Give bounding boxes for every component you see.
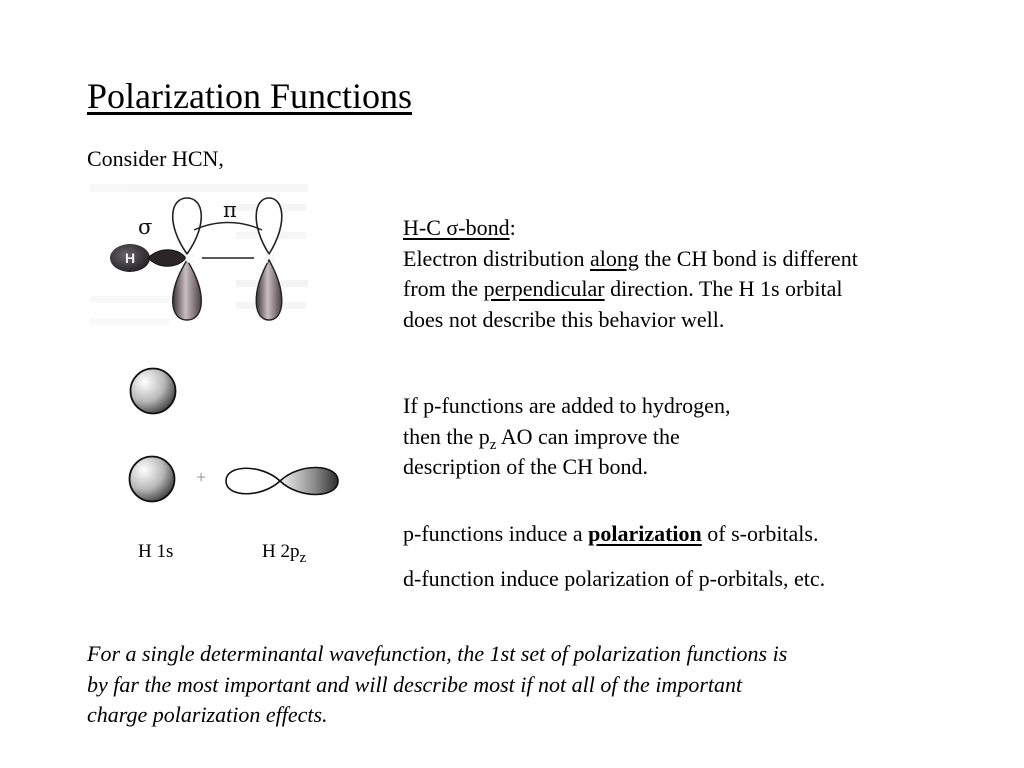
page-title: Polarization Functions [87,76,412,116]
bond-line-2 [403,274,858,305]
bond-heading-part-a: H-C [403,215,447,240]
bond-line-1-b: the CH bond is different [638,245,858,271]
closing-line-1: For a single determinantal wavefunction, the 1st set of polarization functions is [87,641,788,666]
plus-sign: + [196,467,207,487]
bond-line-2-underlined: perpendicular [483,276,605,301]
bond-heading [403,213,858,244]
bond-paragraph [403,213,858,335]
polarization-line-a: p-functions induce a [403,521,589,546]
bond-heading-text [403,215,510,240]
sigma-label: σ [138,215,153,239]
polarization-line-c: of s-orbitals. [701,521,819,546]
h2pz-left-lobe [226,468,280,494]
c-sigma-lobe [148,250,186,267]
closing-line-2: by far the most important and will describe most if not all of the important [87,671,743,697]
atom-n-label: N [264,250,276,266]
pfunc-line-1: If p-functions are added to hydrogen, [403,393,731,418]
h1s-sphere-bottom [130,457,175,502]
closing-line-3: charge polarization effects. [87,702,328,727]
closing-paragraph [87,639,787,731]
h2pz-right-lobe [280,467,338,494]
n-orbital-bottom-lobe [256,260,282,320]
pi-bond-curve [194,223,262,231]
atom-c-label: C [184,250,196,266]
c-orbital-bottom-lobe [173,260,202,320]
h2pz-label [262,541,307,566]
h2pz-label-sub: z [299,550,307,566]
pfunc-line-2-b: AO can improve the [496,423,680,449]
bond-line-1-a: Electron distribution [403,245,590,271]
n-orbital-top-lobe [256,198,282,254]
intro-text: Consider HCN, [87,146,224,171]
atom-h-label: H [124,250,136,266]
c-orbital-top-lobe [173,198,202,254]
bond-heading-sigma: σ [446,215,459,240]
pfunc-line-2-a: then the p [403,423,490,449]
pfunc-line-2-sub: z [489,436,497,453]
dfunc-line: d-function induce polarization of p-orbitals, etc. [403,566,826,591]
h1s-label: H 1s [138,541,174,562]
polarization-line [403,519,818,550]
polarization-keyword: polarization [588,521,702,546]
bond-heading-part-b: -bond [458,215,510,240]
pi-label: π [223,198,237,222]
pfunc-line-3: description of the CH bond. [403,454,649,479]
bond-line-1-underlined: along [589,245,639,271]
bond-heading-colon: : [509,215,516,240]
bond-line-2-a: from the [403,276,484,301]
bond-line-2-b: direction. The H 1s orbital [604,276,843,301]
orbital-figure [86,184,346,520]
h2pz-label-main: H 2p [262,541,300,562]
h1s-sphere-top [131,369,176,414]
pfunc-line-2 [403,422,730,453]
bond-line-1 [403,244,858,275]
bond-line-3: does not describe this behavior well. [403,306,725,332]
pfunc-paragraph [403,391,730,483]
